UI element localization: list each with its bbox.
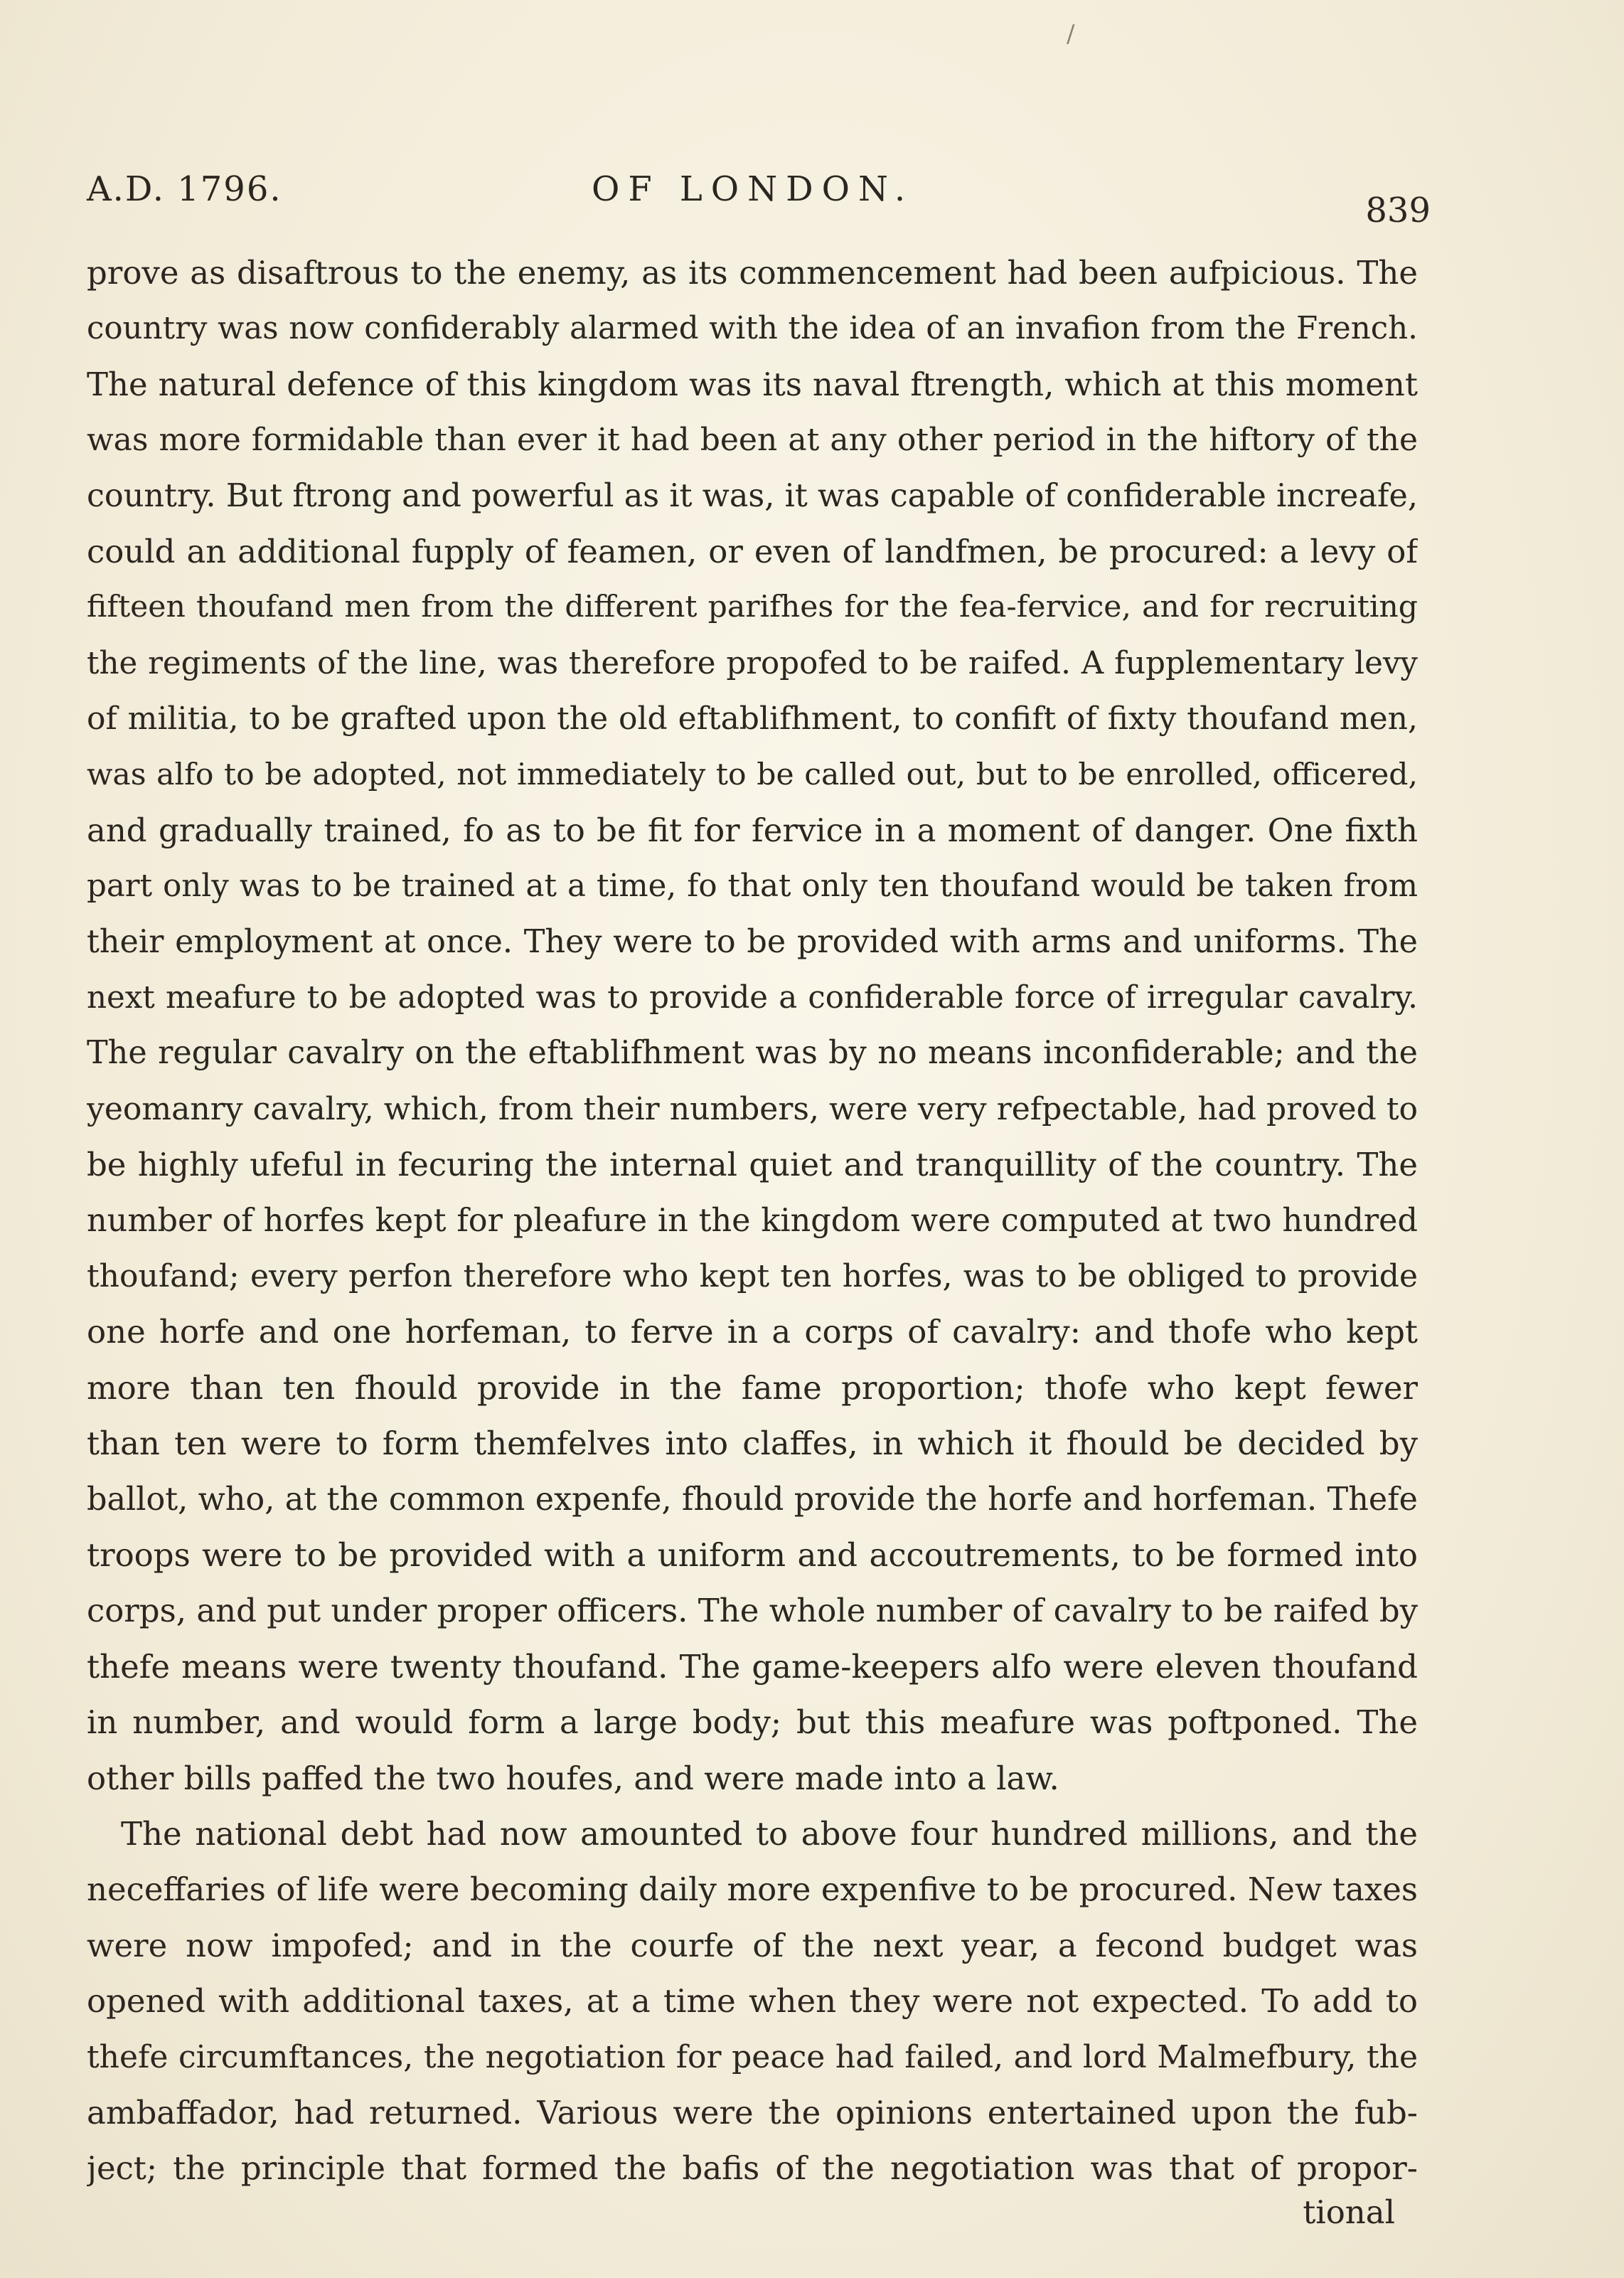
text-line: was more formidable than ever it had been at any other period in the hiftory of the bbox=[87, 422, 1418, 459]
margin-mark: / bbox=[1067, 20, 1075, 48]
text-line: in number, and would form a large body; but this meafure was poftponed. The bbox=[87, 1703, 1418, 1742]
text-line: more than ten fhould provide in the fame proportion; thofe who kept fewer bbox=[87, 1368, 1418, 1407]
text-line: ject; the principle that formed the bafis of the negotiation was that of propor- bbox=[87, 2149, 1418, 2188]
text-line: troops were to be provided with a uniform and accoutrements, to be formed into bbox=[87, 1535, 1418, 1574]
text-line: and gradually trained, fo as to be fit for fervice in a moment of danger. One fixth bbox=[87, 811, 1418, 849]
text-line: than ten were to form themfelves into claffes, in which it fhould be decided by bbox=[87, 1425, 1418, 1463]
text-line: yeomanry cavalry, which, from their numbers, were very refpectable, had proved to bbox=[87, 1090, 1418, 1127]
text-line: was alfo to be adopted, not immediately to be called out, but to be enrolled, officered, bbox=[87, 757, 1418, 792]
text-line: other bills paffed the two houfes, and were made into a law. bbox=[87, 1759, 1059, 1797]
header-date: A.D. 1796. bbox=[87, 169, 282, 209]
text-line: could an additional fupply of feamen, or even of landfmen, be procured: a levy of bbox=[87, 532, 1418, 570]
text-line: the regiments of the line, was therefore propofed to be raifed. A fupplementary levy bbox=[87, 645, 1418, 681]
body-text bbox=[87, 245, 1418, 2197]
text-line: thoufand; every perfon therefore who kept ten horfes, was to be obliged to provide bbox=[87, 1258, 1418, 1295]
text-line: part only was to be trained at a time, fo that only ten thoufand would be taken from bbox=[87, 868, 1418, 905]
text-line: were now impofed; and in the courfe of the next year, a fecond budget was bbox=[87, 1926, 1418, 1964]
header-title: OF LONDON. bbox=[592, 169, 914, 209]
text-line: their employment at once. They were to be provided with arms and uniforms. The bbox=[87, 923, 1418, 960]
text-line: opened with additional taxes, at a time when they were not expected. To add to bbox=[87, 1982, 1418, 2021]
text-line: corps, and put under proper officers. The whole number of cavalry to be raifed by bbox=[87, 1592, 1418, 1630]
text-line: be highly ufeful in fecuring the internal quiet and tranquillity of the country. The bbox=[87, 1146, 1418, 1184]
text-line: The regular cavalry on the eftablifhment was by no means inconfiderable; and the bbox=[87, 1035, 1418, 1072]
text-line: next meafure to be adopted was to provide a confiderable force of irregular cavalry. bbox=[87, 980, 1418, 1016]
text-line: neceffaries of life were becoming daily more expenfive to be procured. New taxes bbox=[87, 1870, 1418, 1909]
text-line: thefe means were twenty thoufand. The game-keepers alfo were eleven thoufand bbox=[87, 1647, 1418, 1686]
text-line: country was now confiderably alarmed with the idea of an invafion from the French. bbox=[87, 311, 1418, 347]
text-line: prove as disaftrous to the enemy, as its commencement had been aufpicious. The bbox=[87, 254, 1418, 292]
catchword: tional bbox=[1303, 2193, 1395, 2231]
text-line: ambaffador, had returned. Various were the opinions entertained upon the fub- bbox=[87, 2093, 1418, 2131]
page-number: 839 bbox=[1365, 191, 1431, 230]
text-line: of militia, to be grafted upon the old eftablifhment, to confift of fixty thoufand men, bbox=[87, 701, 1418, 738]
text-line: thefe circumftances, the negotiation for peace had failed, and lord Malmefbury, the bbox=[87, 2038, 1418, 2075]
running-header bbox=[87, 162, 1431, 230]
text-line: The national debt had now amounted to above four hundred millions, and the bbox=[121, 1814, 1418, 1853]
text-line: country. But ftrong and powerful as it was, it was capable of confiderable increafe, bbox=[87, 477, 1418, 514]
text-line: fifteen thoufand men from the different parifhes for the fea-fervice, and for recruiting bbox=[87, 590, 1418, 625]
text-line: The natural defence of this kingdom was its naval ftrength, which at this moment bbox=[87, 365, 1418, 403]
text-line: one horfe and one horfeman, to ferve in a corps of cavalry: and thofe who kept bbox=[87, 1313, 1418, 1351]
text-line: ballot, who, at the common expenfe, fhould provide the horfe and horfeman. Thefe bbox=[87, 1481, 1418, 1518]
text-line: number of horfes kept for pleafure in the kingdom were computed at two hundred bbox=[87, 1202, 1418, 1239]
